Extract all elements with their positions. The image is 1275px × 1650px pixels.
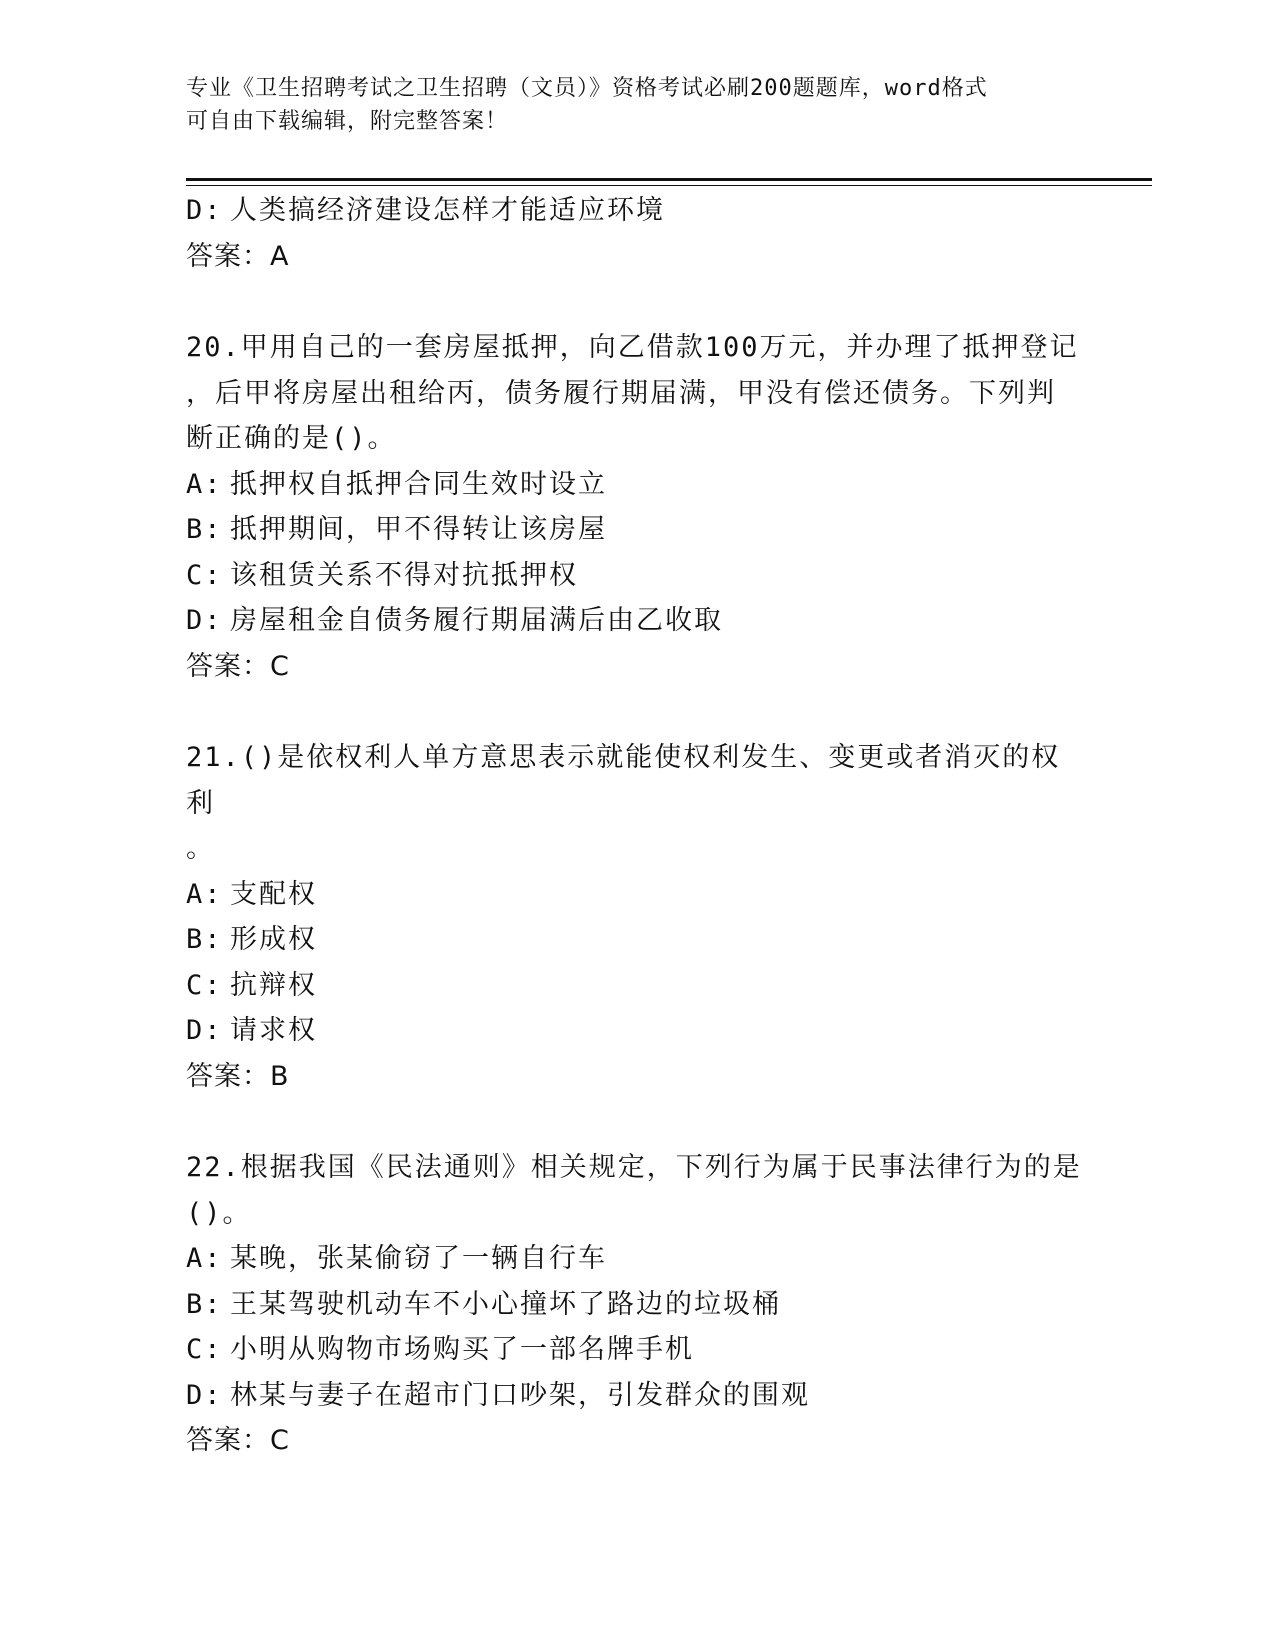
option-key: A:: [186, 468, 223, 500]
question-stem-line: 20.甲用自己的一套房屋抵押，向乙借款100万元，并办理了抵押登记: [186, 332, 1079, 363]
option-text: 形成权: [230, 924, 317, 955]
question-22: [186, 1145, 1086, 1464]
option-key: D:: [186, 1015, 223, 1046]
question-stem-line: ，后甲将房屋出租给丙，债务履行期届满，甲没有偿还债务。下列判: [186, 377, 1056, 409]
option-key: C:: [186, 559, 223, 591]
spacer: [186, 689, 1086, 735]
option-text: 支配权: [230, 878, 317, 910]
option-key: D:: [186, 605, 223, 636]
answer-line: 答案：C: [186, 1425, 290, 1456]
answer-line: 答案：B: [186, 1060, 290, 1092]
option-key: C:: [186, 1334, 223, 1365]
option-text: 该租赁关系不得对抗抵押权: [230, 559, 578, 591]
option-text: 房屋租金自债务履行期届满后由乙收取: [230, 605, 723, 636]
option-c: [186, 553, 1086, 599]
option-text: 抵押权自抵押合同生效时设立: [230, 468, 607, 500]
question-stem-line: 21.()是依权利人单方意思表示就能使权利发生、变更或者消灭的权利: [186, 742, 1061, 819]
option-text: 王某驾驶机动车不小心撞坏了路边的垃圾桶: [230, 1288, 781, 1320]
option-key: C:: [186, 969, 223, 1001]
option-b: [186, 1282, 1086, 1328]
option-text: 小明从购物市场购买了一部名牌手机: [230, 1334, 694, 1365]
option-b: [186, 917, 1086, 963]
question-stem-line: 22.根据我国《民法通则》相关规定，下列行为属于民事法律行为的是: [186, 1152, 1082, 1183]
option-key: D:: [186, 195, 223, 226]
spacer: [186, 1099, 1086, 1145]
option-d: [186, 1008, 1086, 1054]
option-text: 某晚，张某偷窃了一辆自行车: [230, 1243, 607, 1274]
option-text: 抵押期间，甲不得转让该房屋: [230, 514, 607, 545]
answer-line: 答案：A: [186, 240, 290, 272]
answer-line: 答案：C: [186, 650, 290, 682]
option-c: [186, 963, 1086, 1009]
option-a: [186, 1236, 1086, 1282]
question-content: [186, 188, 1086, 1464]
option-c: [186, 1327, 1086, 1373]
header-divider-thick: [186, 178, 1152, 181]
header-line-1: 专业《卫生招聘考试之卫生招聘（文员）》资格考试必刷200题题库，word格式: [186, 76, 988, 101]
option-text: 人类搞经济建设怎样才能适应环境: [230, 195, 665, 226]
option-d: [186, 598, 1086, 644]
option-key: D:: [186, 1379, 223, 1411]
option-key: A:: [186, 878, 223, 910]
option-text: 抗辩权: [230, 969, 317, 1001]
option-key: A:: [186, 1243, 223, 1274]
document-header: [186, 72, 1066, 138]
option-d: [186, 1373, 1086, 1419]
option-b: [186, 507, 1086, 553]
option-a: [186, 872, 1086, 918]
option-key: B:: [186, 1288, 223, 1320]
spacer: [186, 279, 1086, 325]
question-stem-line: 断正确的是()。: [186, 423, 397, 454]
question-20: [186, 325, 1086, 689]
question-21: [186, 735, 1086, 1099]
question-stem-line: 。: [186, 833, 215, 864]
header-line-2: 可自由下载编辑，附完整答案！: [186, 109, 509, 134]
header-divider-thin: [186, 185, 1152, 186]
question-stem-line: ()。: [186, 1197, 252, 1229]
option-d: [186, 188, 1086, 234]
option-a: [186, 462, 1086, 508]
option-text: 林某与妻子在超市门口吵架，引发群众的围观: [230, 1379, 810, 1411]
option-text: 请求权: [230, 1015, 317, 1046]
option-key: B:: [186, 924, 223, 955]
option-key: B:: [186, 514, 223, 545]
